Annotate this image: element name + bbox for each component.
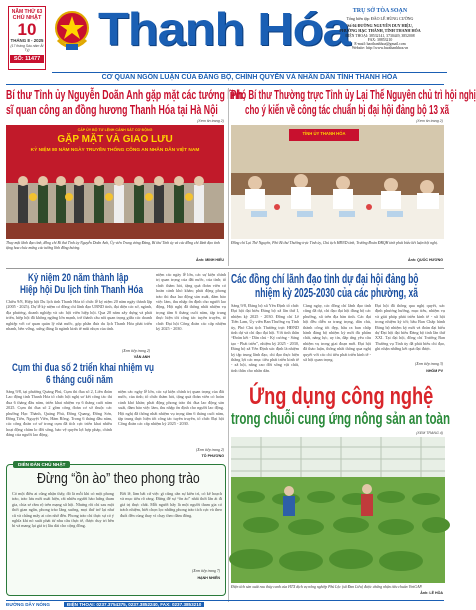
forum-box[interactable] — [6, 464, 226, 596]
lead-right-caption: Đồng chí Lại Thế Nguyên, Phó Bí thư Thường trực Tỉnh ủy, Chủ tịch HĐND tỉnh, Trưởng Đoàn ĐBQH tỉnh phát biểu kết luận hội nghị. — [231, 241, 438, 245]
feature-jump[interactable]: (XEM TRANG 4) — [416, 431, 443, 435]
issue-number: SỐ: 11477 — [10, 55, 44, 63]
story-emulation-jump[interactable]: (Xem tiếp trang 2) — [196, 448, 224, 452]
story-emulation-headline-2[interactable]: 6 tháng cuối năm — [46, 374, 113, 386]
story-emulation-body-col2: niệm các ngày lễ lớn, các sự kiện chính trị quan trọng của đất nước, của tỉnh; tổ chức thăm hỏi, tặng quà đoàn viên có hoàn cảnh khó khăn; phát động phong trào thi đua lao động sản xuất, đảm bảo việc làm, thu nhập ổn định cho người lao động. Hội nghị đã thống nhất nhiệm vụ trọng tâm 6 tháng cuối năm, tập trung thực hiện tốt công tác tuyên truyền, tổ chức Đại hội Công đoàn các cấp nhiệm kỳ 2025 - 2030. — [118, 389, 224, 427]
story-tourism[interactable] — [6, 272, 152, 362]
lead-left-banner-sub: KỶ NIỆM 80 NĂM NGÀY TRUYỀN THỐNG CÔNG AN NHÂN DÂN VIỆT NAM — [30, 148, 200, 153]
lead-right-jump[interactable]: (Xem tin trang 2) — [416, 119, 443, 123]
lead-right-headline-2[interactable]: cho ý kiến về công tác chuẩn bị đại hội đảng bộ 13 xã — [245, 103, 450, 117]
fax-line: FAX: 38853210 — [367, 38, 393, 42]
forum-headline[interactable]: Đừng “ồn ào” theo phong trào — [37, 470, 200, 487]
lead-right-headline-1[interactable]: Phó Bí thư Thường trực Tỉnh ủy Lại Thế Nguyên chủ trì hội nghị — [231, 88, 476, 102]
lead-left-banner-main: GẶP MẶT VÀ GIAO LƯU — [57, 134, 173, 145]
story-emulation-author: TÔ PHƯƠNG — [201, 454, 224, 458]
story-congress-author: NHÓM PV — [426, 369, 443, 373]
forum-body-col2: Bởi lẽ, làm bất cứ việc gì cũng cần sự kiên trì, có kế hoạch và mục tiêu rõ ràng. Đừng để sự “ồn ào” nhất thời lấn át đi giá trị thực chất. Mỗi người hãy là một người tham gia có trách nhiệm, biết chọn lọc những phong trào tích cực và theo đuổi đến cùng thay vì chạy theo đám đông. — [120, 491, 222, 518]
feature-caption: Điện tích sản xuất rau thủy canh của HTX dịch vụ nông nghiệp Phú Lộc (xã Đan Liêu) được chứng nhận tiêu chuẩn VietGAP. — [231, 585, 423, 589]
story-tourism-body: Chiều 9/8, Hiệp hội Du lịch tỉnh Thanh Hóa tổ chức lễ kỷ niệm 20 năm ngày thành lập (2005 - 2025). Dự lễ kỷ niệm có đồng chí lãnh đạo UBND tỉnh, đại diện các sở, ngành, địa phương, doanh nghiệp và các hội viên hiệp hội. Qua 20 năm xây dựng và phát triển, hiệp hội đã không ngừng lớn mạnh, trở thành cầu nối quan trọng giữa các doanh nghiệp với cơ quan quản lý nhà nước, góp phần đưa du lịch Thanh Hóa phát triển nhanh, bền vững, xứng đáng là ngành kinh tế mũi nhọn của tỉnh. — [6, 299, 152, 332]
phone-line: ĐIỆN THOẠI: 38532141, 3730449, 3852008 — [345, 34, 415, 38]
story-congress[interactable] — [231, 272, 445, 382]
story-emulation-headline-1[interactable]: Cụm thi đua số 2 triển khai nhiệm vụ — [12, 362, 155, 374]
masthead — [0, 0, 450, 83]
lead-left-photo — [6, 125, 224, 239]
weekday: CHỦ NHẬT — [12, 15, 42, 21]
story-tourism-author: VĂN ANH — [133, 355, 150, 359]
lead-left-headline-2[interactable]: sĩ quan công an đồng hương Thanh Hóa tại Hà Nội — [6, 103, 218, 117]
story-congress-body-col2: Cùng ngày, các đồng chí lãnh đạo tỉnh cũng đã dự, chỉ đạo đại hội đảng bộ các phường, xã trên địa bàn tỉnh. Các đại hội đều diễn ra trang trọng, dân chủ, thành công tốt đẹp, bầu ra ban chấp hành đảng bộ nhiệm kỳ mới đủ phẩm chất, năng lực, uy tín, đáp ứng yêu cầu nhiệm vụ trong giai đoạn mới. Đại hội đã thảo luận, thống nhất thông qua nghị quyết với các chỉ tiêu phát triển kinh tế - xã hội quan trọng. — [303, 303, 371, 363]
story-tourism-body-col2: niệm các ngày lễ lớn, các sự kiện chính trị quan trọng của đất nước, của tỉnh; tổ chức thăm hỏi, tặng quà đoàn viên có hoàn cảnh khó khăn; phát động phong trào thi đua lao động sản xuất, đảm bảo việc làm, thu nhập ổn định cho người lao động. Hội nghị đã thống nhất nhiệm vụ trọng tâm 6 tháng cuối năm, tập trung thực hiện tốt công tác tuyên truyền, tổ chức Đại hội Công đoàn các cấp nhiệm kỳ 2025 - 2030. — [156, 272, 226, 332]
editor-line: Tổng biên tập: ĐÀO LÊ HÙNG CƯỜNG — [346, 16, 414, 21]
lunar-date: (17 tháng Sáu năm Ất Tỵ) — [10, 44, 44, 52]
story-tourism-headline-1[interactable]: Kỷ niệm 20 năm thành lập — [28, 272, 129, 284]
story-congress-jump[interactable]: (Xem tiếp trang 3) — [415, 362, 443, 366]
hotline-label: ĐƯỜNG DÂY NÓNG — [6, 602, 50, 607]
lead-right-article[interactable] — [231, 88, 476, 268]
feature-credit: Ảnh: LÊ HÒA — [420, 591, 443, 595]
issue-box — [8, 6, 46, 70]
section-rule — [6, 268, 444, 269]
address-line-2: PHƯỜNG HẠC THÀNH, TỈNH THANH HÓA — [339, 28, 421, 33]
day-number: 10 — [17, 20, 37, 39]
lead-left-headline-1[interactable]: Bí thư Tỉnh ủy Nguyễn Doãn Anh gặp mặt các tướng lĩnh, — [6, 88, 246, 102]
address-line-1: Số 04 ĐƯỜNG NGUYỄN DUY HIỆU, — [347, 23, 413, 28]
forum-author: HẠNH NHIÊN — [197, 576, 220, 580]
lead-right-photo — [231, 125, 444, 239]
feature-headline-2[interactable]: trong chuỗi cung ứng nông sản an toàn — [231, 409, 451, 428]
slogan-bar — [52, 72, 447, 82]
story-tourism-headline-2[interactable]: Hiệp hội Du lịch tỉnh Thanh Hóa — [20, 284, 144, 296]
column-divider — [228, 272, 229, 602]
lead-left-credit: Ảnh: MINH HIẾU — [196, 258, 224, 262]
hotline-phones: ĐIỆN THOẠI: 0237.3754375, 0237.3852240, FAX: 0237.3853210 — [64, 602, 204, 607]
lead-right-credit: Ảnh: QUỐC HƯƠNG — [408, 258, 443, 262]
office-info — [316, 8, 444, 50]
slogan: CƠ QUAN NGÔN LUẬN CỦA ĐẢNG BỘ, CHÍNH QUYỀN VÀ NHÂN DÂN TỈNH THANH HÓA — [101, 74, 398, 81]
column-divider — [228, 88, 229, 266]
story-emulation[interactable] — [6, 362, 226, 462]
forum-body: Có một điều ai cũng nhận thấy, đó là mỗi khi có một phong trào, trào lưu mới xuất hiện, rất nhiều người hào hứng tham gia, chia sẻ rầm rộ trên mạng xã hội. Nhưng rồi chỉ sau một thời gian ngắn, phong trào lắng xuống, mọi thứ trở lại như cũ và chẳng mấy ai còn nhớ đến. Phong trào chỉ thực sự có ý nghĩa khi nó xuất phát từ nhu cầu thực tế, được duy trì bền bỉ và mang lại giá trị lâu dài cho cộng đồng. — [12, 491, 114, 529]
story-congress-headline-2[interactable]: nhiệm kỳ 2025-2030 của các phường, xã — [255, 286, 418, 300]
story-emulation-body: Sáng 9/8, tại phường Quảng Phú, Cụm thi đua số 2, Liên đoàn Lao động tỉnh Thanh Hóa tổ chức hội nghị sơ kết công tác thi đua 6 tháng đầu năm, triển khai nhiệm vụ 6 tháng cuối năm 2025. Cụm thi đua số 2 gồm công đoàn cơ sở thuộc các phường Hạc Thành, Quảng Phú, Đông Quang, Đông Sơn, Đông Tiến, Nguyệt Viên, Hàm Rồng. Trong 6 tháng đầu năm, các công đoàn cơ sở trong cụm đã tích cực triển khai nhiều hoạt động chăm lo đời sống, bảo vệ quyền lợi hợp pháp, chính đáng của người lao động. — [6, 389, 112, 438]
month-year: THÁNG 8 - 2025 — [10, 38, 44, 43]
feature-article[interactable] — [231, 383, 451, 598]
story-congress-body: Sáng 9/8, Đảng bộ xã Yên Định tổ chức Đại hội đại biểu Đảng bộ xã lần thứ I, nhiệm kỳ 2025 - 2030. Đồng chí Lê Tiến Lam, Ủy viên Ban Thường vụ Tỉnh ủy, Phó Chủ tịch Thường trực HĐND tỉnh dự và chỉ đạo đại hội. Với tinh thần “Đoàn kết - Dân chủ - Kỷ cương - Sáng tạo - Phát triển”, nhiệm kỳ 2025 - 2030, Đảng bộ xã Yên Định xác định là nhiệm kỳ tập trung lãnh đạo, chỉ đạo thực hiện thắng lợi các mục tiêu phát triển kinh tế - xã hội, nâng cao đời sống vật chất, tinh thần cho nhân dân. — [231, 303, 299, 373]
forum-label: DIỄN ĐÀN CHỦ NHẬT — [13, 461, 70, 468]
footer-bar — [6, 600, 444, 609]
story-congress-body-col3: Đại hội đã thông qua nghị quyết, xác định phương hướng, mục tiêu, nhiệm vụ và giải pháp phát triển kinh tế - xã hội trong nhiệm kỳ tới; bầu Ban Chấp hành Đảng bộ nhiệm kỳ mới và đoàn đại biểu dự Đại hội đại biểu Đảng bộ tỉnh lần thứ XXI. Tại đại hội, đồng chí Trưởng Ban Thường vụ Tỉnh ủy đã phát biểu chỉ đạo, ghi nhận những kết quả đạt được. — [375, 303, 445, 352]
masthead-rule — [6, 84, 444, 85]
party-emblem-icon — [52, 10, 92, 52]
lead-left-caption: Thay mặt lãnh đạo tỉnh, đồng chí Bí thư Tỉnh ủy Nguyễn Doãn Anh, Ủy viên Trung ương Đảng, Bí thư Tỉnh ủy và các đồng chí lãnh đạo tỉnh tặng hoa chúc mừng các tướng lĩnh đồng hương. — [6, 241, 220, 250]
email-line: E-mail: baothanhhoa@gmail.com — [354, 42, 406, 46]
lead-left-article[interactable] — [6, 88, 246, 268]
newspaper-title: Thanh Hóa — [98, 3, 350, 55]
feature-photo — [231, 437, 445, 583]
lead-right-sign: TỈNH ỦY THANH HÓA — [302, 131, 346, 136]
volume: NĂM THỨ 63 — [11, 9, 43, 15]
story-tourism-jump[interactable]: (Xem tiếp trang 2) — [122, 349, 150, 353]
feature-headline-1[interactable]: Ứng dụng công nghệ — [249, 383, 434, 410]
forum-jump[interactable]: (Xem tiếp trang 7) — [192, 569, 220, 573]
lead-left-banner-top: CẤP ỦY BỘ TƯ LỆNH CẢNH SÁT CƠ ĐỘNG — [77, 128, 153, 132]
website-line: Website: http://www.baothanhhoa.vn — [351, 46, 409, 50]
story-congress-headline-1[interactable]: Các đồng chí lãnh đạo tỉnh dự đại hội đảng bộ — [231, 272, 419, 286]
office-label: TRỤ SỞ TÒA SOẠN — [352, 8, 408, 14]
lead-left-jump[interactable]: (Xem tin trang 2) — [197, 119, 224, 123]
